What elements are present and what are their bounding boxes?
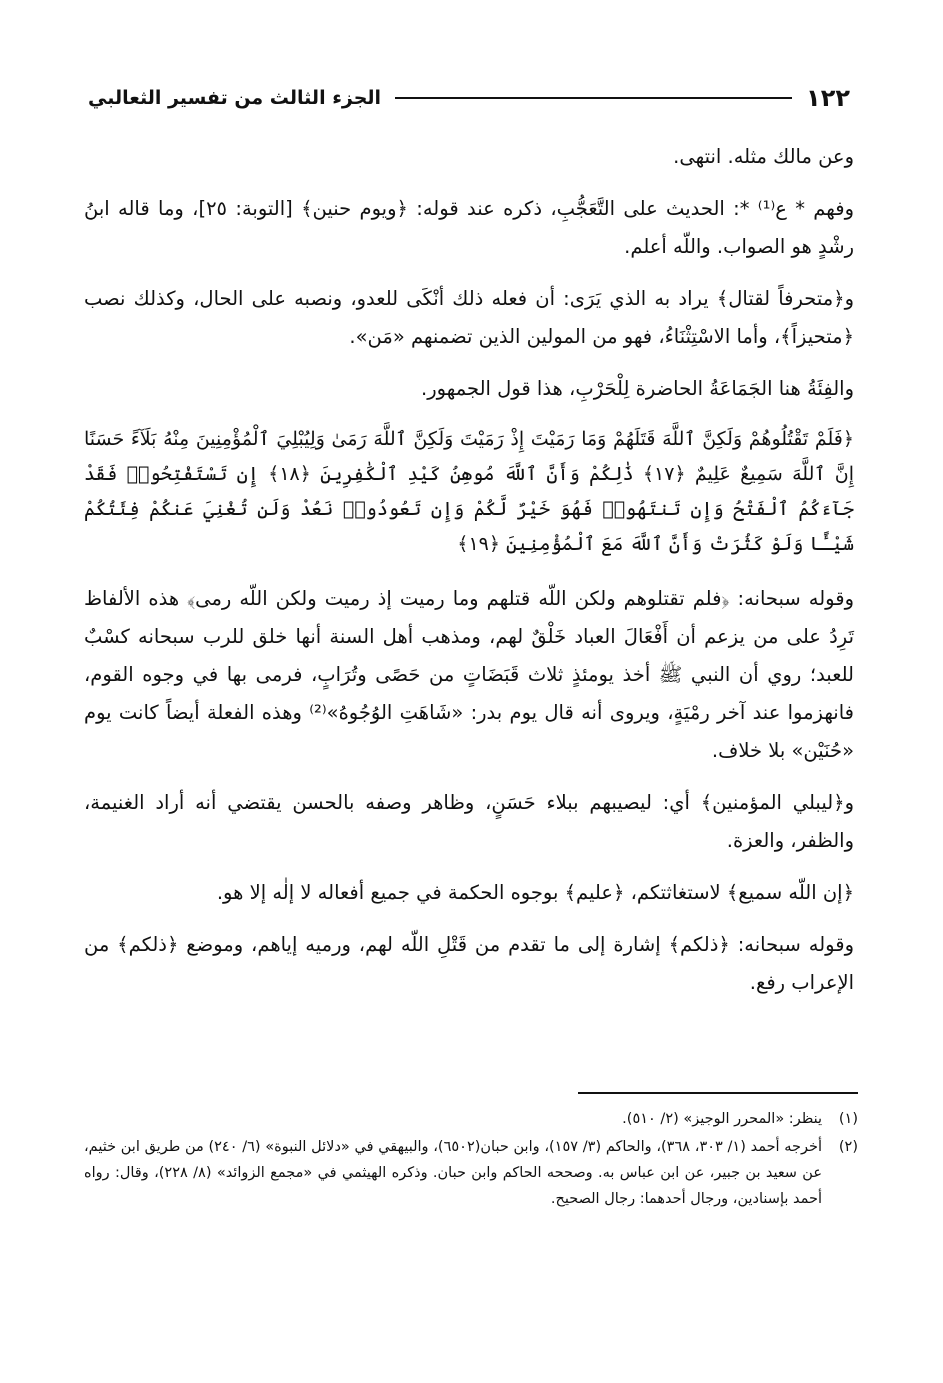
header-rule: [395, 97, 792, 99]
footnotes: [84, 1106, 858, 1214]
page-number: ١٢٢: [806, 84, 850, 112]
paragraph: و﴿ليبلي المؤمنين﴾ أي: ليصيبهم ببلاء حَسَنٍ، وظاهر وصفه بالحسن يقتضي أنه أراد الغنيمة، والظفر، والعزة.: [84, 791, 854, 852]
paragraph: وفهم * ع⁽¹⁾ *: الحديث على التَّعَجُّبِ، ذكره عند قوله: ﴿ويوم حنين﴾ [التوبة: ٢٥]، وما قاله ابنُ رشْدٍ هو الصواب. واللّه أعلم.: [84, 197, 854, 258]
footnote-divider: [578, 1092, 858, 1094]
footnote-text: أخرجه أحمد (١/ ٣٠٣، ٣٦٨)، والحاكم (٣/ ١٥٧)، وابن حبان(٦٥٠٢)، والبيهقي في «دلائل النبوة» (٦/ ٢٤٠) من طريق ابن خثيم، عن سعيد بن جبير، عن ابن عباس به. وصححه الحاكم وابن حبان. وذكره الهيثمي في «مجمع الزوائد» (٨/ ٢٢٨)، وقال: رواه أحمد بإسنادين، ورجال أحدهما: رجال الصحيح.: [84, 1139, 823, 1207]
footnote-text: ينظر: «المحرر الوجيز» (٢/ ٥١٠).: [622, 1111, 822, 1127]
paragraph: ﴿إن اللّه سميع﴾ لاستغاثتكم، ﴿عليم﴾ بوجوه الحكمة في جميع أفعاله لا إلٰه إلا هو.: [216, 881, 854, 904]
quran-verse-block: ﴿فَلَمْ تَقْتُلُوهُمْ وَلَكِنَّ ٱللَّهَ قَتَلَهُمْ وَمَا رَمَيْتَ إِذْ رَمَيْتَ وَلَكِنَّ ٱللَّهَ رَمَىٰ وَلِيُبْلِيَ ٱلْمُؤْمِنِينَ مِنْهُ بَلَآءً حَسَنًا إِنَّ ٱللَّهَ سَمِيعٌ عَلِيمٌ ﴿١٧﴾ ذَٰلِكُمْ وَأَنَّ ٱللَّهَ مُوهِنُ كَيْدِ ٱلْكَٰفِرِينَ ﴿١٨﴾ إِن تَسْتَفْتِحُوا۟ فَقَدْ جَآءَكُمُ ٱلْفَتْحُ وَإِن تَنتَهُوا۟ فَهُوَ خَيْرٌ لَّكُمْ وَإِن تَعُودُوا۟ نَعُدْ وَلَن تُغْنِيَ عَنكُمْ فِئَتُكُمْ شَيْـًٔا وَلَوْ كَثُرَتْ وَأَنَّ ٱللَّهَ مَعَ ٱلْمُؤْمِنِينَ ﴿١٩﴾: [84, 428, 854, 555]
footnote-number: (٢): [838, 1139, 858, 1155]
footnote: [84, 1134, 858, 1212]
paragraph: والفِئَةُ هنا الجَمَاعَةُ الحاضرة لِلْحَرْبِ، هذا قول الجمهور.: [421, 377, 854, 400]
footnote: [84, 1106, 858, 1132]
paragraph: وقوله سبحانه: ﴿فلم تقتلوهم ولكن اللّه قتلهم وما رميت إذ رميت ولكن اللّه رمى﴾ هذه الألفاظ تَرِدُ على من يزعم أن أَفْعَالَ العباد خَلْقٌ لهم، ومذهب أهل السنة أنها خلق للرب سبحانه كسْبٌ للعبد؛ روي أن النبي ﷺ أخذ يومئذٍ ثلاث قَبَضَاتٍ من حَصًى وتُرَابٍ، فرمى بها في وجوه القوم، فانهزموا عند آخر رمْيَةٍ، ويروى أنه قال يوم بدر: «شَاهَتِ الوُجُوهُ»⁽²⁾ وهذه الفعلة أيضاً كانت يوم «حُنَيْن» بلا خلاف.: [84, 587, 854, 762]
paragraph: وعن مالك مثله. انتهى.: [673, 145, 854, 168]
page-header: [88, 80, 850, 116]
paragraph: و﴿متحرفاً لقتال﴾ يراد به الذي يَرَى: أن فعله ذلك أنْكَى للعدو، ونصبه على الحال، وكذلك نصب ﴿متحيزاً﴾، وأما الاسْتِثْنَاءُ، فهو من المولين الذين تضمنهم «مَن».: [84, 287, 854, 348]
running-title: الجزء الثالث من تفسير الثعالبي: [88, 87, 382, 109]
main-text: [84, 138, 854, 1016]
footnote-number: (١): [838, 1111, 858, 1127]
paragraph: وقوله سبحانه: ﴿ذلكم﴾ إشارة إلى ما تقدم من قَتْلِ اللّه لهم، ورميه إياهم، وموضع ﴿ذلكم﴾ من الإعراب رفع.: [84, 933, 854, 994]
